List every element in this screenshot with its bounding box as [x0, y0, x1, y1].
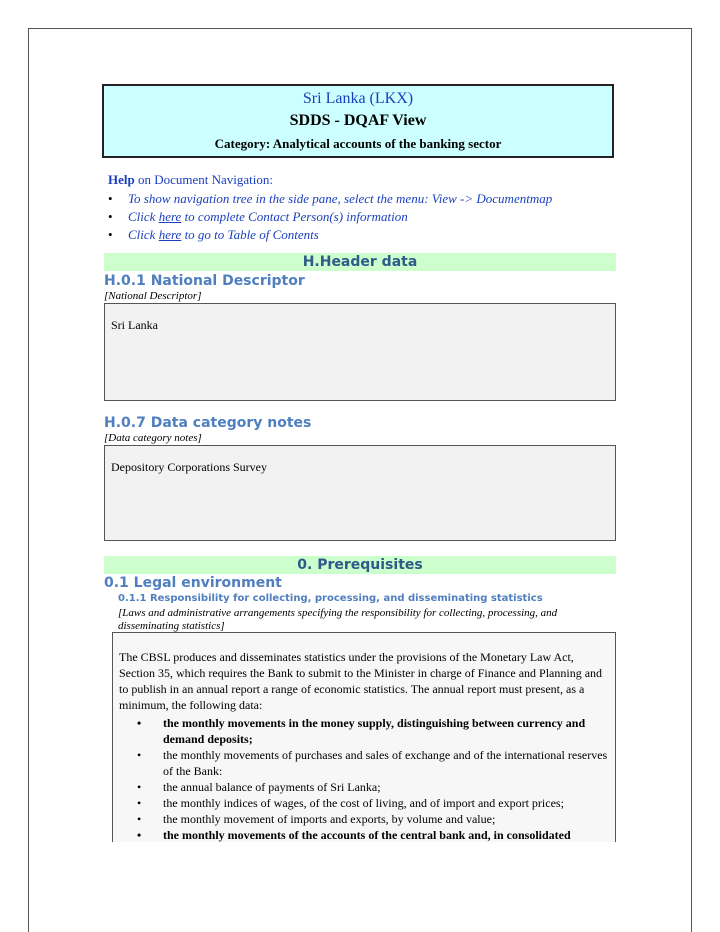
list-item: • the monthly movements of the accounts of the central bank and, in consolidated [163, 827, 609, 843]
list-item: • the monthly movement of imports and exports, by volume and value; [163, 811, 609, 827]
responsibility-content-box [112, 632, 616, 842]
list-item [108, 208, 552, 226]
nav-tip-text: To show navigation tree in the side pane, select the menu: View -> Documentmap [128, 191, 553, 206]
help-label: Help [108, 172, 135, 187]
section-header-data: H.Header data [104, 253, 616, 271]
responsibility-note-line2: disseminating statistics] [118, 620, 225, 632]
country-title: Sri Lanka (LKX) [302, 90, 414, 107]
list-item: • the monthly movements in the money supply, distinguishing between currency and demand deposits; [163, 715, 609, 747]
legal-environment-heading: 0.1 Legal environment [104, 575, 282, 591]
list-item [108, 226, 552, 244]
responsibility-paragraph: The CBSL produces and disseminates statistics under the provisions of the Monetary Law Act, Section 35, which requires the Bank to submit to the Minister in charge of Finance and Planning and to publish in an annual report a range of economic statistics. The annual report must present, as a minimum, the following data: [119, 650, 603, 712]
table-of-contents-link[interactable]: here [158, 227, 182, 242]
national-descriptor-value: Sri Lanka [111, 318, 158, 332]
national-descriptor-box [104, 303, 616, 401]
data-category-notes-value: Depository Corporations Survey [111, 460, 267, 474]
section-prerequisites: 0. Prerequisites [104, 556, 616, 574]
list-item: • the monthly movements of purchases and sales of exchange and of the international reserves of the Bank: [163, 747, 609, 779]
nav-tip-text: Click [128, 209, 159, 224]
list-item: • the monthly indices of wages, of the cost of living, and of import and export prices; [163, 795, 609, 811]
data-category-notes-heading: H.0.7 Data category notes [104, 415, 312, 431]
nav-tip-text: Click [128, 227, 159, 242]
list-item: • the annual balance of payments of Sri Lanka; [163, 779, 609, 795]
national-descriptor-heading: H.0.1 National Descriptor [104, 273, 305, 289]
category-title: Category: Analytical accounts of the banking sector [214, 136, 502, 151]
help-text: on Document Navigation: [134, 172, 274, 187]
data-category-notes-box [104, 445, 616, 541]
navigation-help-list [108, 190, 552, 244]
list-item [108, 190, 552, 208]
contact-person-link[interactable]: here [158, 209, 182, 224]
view-title: SDDS - DQAF View [289, 112, 427, 129]
help-line [108, 172, 273, 188]
document-title-box [102, 84, 614, 158]
responsibility-note-line1: [Laws and administrative arrangements specifying the responsibility for collecting, processing, and [118, 607, 558, 619]
responsibility-subheading: 0.1.1 Responsibility for collecting, processing, and disseminating statistics [118, 593, 543, 604]
nav-tip-text: to complete Contact Person(s) information [181, 209, 408, 224]
national-descriptor-note: [National Descriptor] [104, 290, 202, 302]
nav-tip-text: to go to Table of Contents [181, 227, 319, 242]
data-category-notes-note: [Data category notes] [104, 432, 202, 444]
required-data-list [119, 715, 609, 843]
